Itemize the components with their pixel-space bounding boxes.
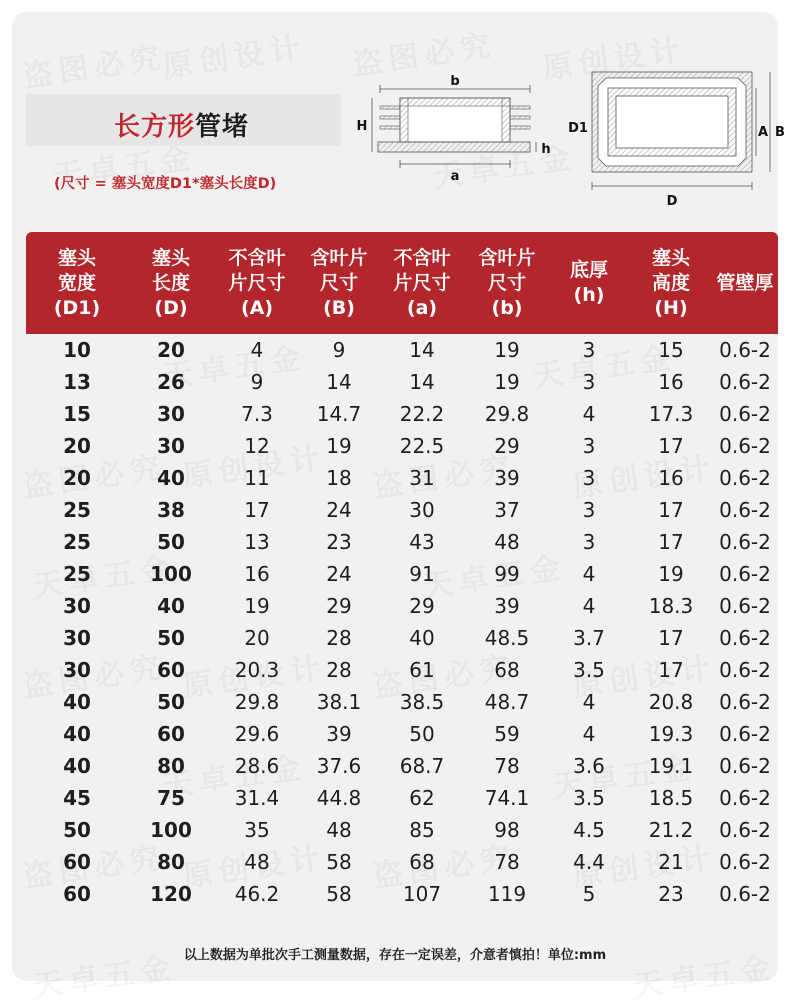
table-row xyxy=(26,590,778,622)
table-cell: 19 xyxy=(494,370,520,394)
table-row xyxy=(26,718,778,750)
table-cell: 3 xyxy=(582,370,596,394)
title-dark-part: 管堵 xyxy=(195,112,250,142)
table-cell: 3.7 xyxy=(573,626,605,650)
table-header xyxy=(26,232,778,334)
table-cell: 50 xyxy=(409,722,435,746)
table-cell: 119 xyxy=(487,882,527,906)
footnote: 以上数据为单批次手工测量数据，存在一定误差，介意者慎拍！单位:mm xyxy=(183,948,607,963)
table-cell: 40 xyxy=(63,722,91,746)
table-cell: 38.5 xyxy=(399,690,445,714)
table-cell: 4.4 xyxy=(573,850,605,874)
table-cell: 80 xyxy=(157,754,185,778)
table-cell: 18.5 xyxy=(648,786,694,810)
table-cell: 23 xyxy=(658,882,684,906)
table-row xyxy=(26,686,778,718)
table-cell: 25 xyxy=(63,530,91,554)
table-cell: 48 xyxy=(326,818,352,842)
table-cell: 0.6-2 xyxy=(719,626,771,650)
table-cell: 61 xyxy=(409,658,435,682)
table-cell: 20.8 xyxy=(648,690,694,714)
table-cell: 78 xyxy=(494,850,520,874)
table-row xyxy=(26,846,778,878)
table-cell: 50 xyxy=(157,690,185,714)
table-row xyxy=(26,334,778,366)
col-header: 塞头 长度 (D) xyxy=(151,246,190,319)
table-cell: 24 xyxy=(326,498,352,522)
title-red-part: 长方形 xyxy=(114,112,196,142)
table-cell: 3 xyxy=(582,338,596,362)
table-cell: 78 xyxy=(494,754,520,778)
table-cell: 100 xyxy=(150,562,192,586)
table-cell: 40 xyxy=(157,466,185,490)
col-header: 塞头 宽度 (D1) xyxy=(53,246,101,319)
table-cell: 17 xyxy=(658,658,684,682)
table-cell: 30 xyxy=(157,402,185,426)
table-cell: 38.1 xyxy=(316,690,362,714)
table-cell: 50 xyxy=(157,626,185,650)
table-cell: 3.6 xyxy=(573,754,605,778)
table-cell: 26 xyxy=(157,370,185,394)
table-cell: 68 xyxy=(409,850,435,874)
table-cell: 4 xyxy=(582,690,596,714)
col-header: 不含叶 片尺寸 (a) xyxy=(393,246,451,319)
table-cell: 25 xyxy=(63,498,91,522)
table-cell: 19 xyxy=(658,562,684,586)
table-cell: 0.6-2 xyxy=(719,786,771,810)
watermark-text xyxy=(160,22,309,86)
table-cell: 120 xyxy=(150,882,192,906)
side-view-diagram xyxy=(350,72,560,187)
table-row xyxy=(26,622,778,654)
table-row xyxy=(26,366,778,398)
table-cell: 3.5 xyxy=(573,786,605,810)
table-cell: 12 xyxy=(244,434,270,458)
table-cell: 17 xyxy=(658,626,684,650)
table-cell: 16 xyxy=(658,466,684,490)
table-row xyxy=(26,750,778,782)
table-cell: 20 xyxy=(157,338,185,362)
table-cell: 30 xyxy=(409,498,435,522)
table-cell: 80 xyxy=(157,850,185,874)
table-cell: 0.6-2 xyxy=(719,338,771,362)
table-cell: 37.6 xyxy=(316,754,362,778)
table-cell: 4 xyxy=(582,722,596,746)
table-cell: 40 xyxy=(157,594,185,618)
table-cell: 18.3 xyxy=(648,594,694,618)
table-cell: 30 xyxy=(63,658,91,682)
table-cell: 39 xyxy=(494,466,520,490)
table-cell: 3.5 xyxy=(573,658,605,682)
table-cell: 29 xyxy=(494,434,520,458)
table-cell: 10 xyxy=(63,338,91,362)
table-cell: 14 xyxy=(326,370,352,394)
table-cell: 58 xyxy=(326,882,352,906)
table-cell: 30 xyxy=(63,626,91,650)
table-cell: 58 xyxy=(326,850,352,874)
table-cell: 29 xyxy=(409,594,435,618)
dim-b-label: b xyxy=(450,74,460,89)
table-cell: 17 xyxy=(658,434,684,458)
table-cell: 30 xyxy=(63,594,91,618)
table-cell: 0.6-2 xyxy=(719,594,771,618)
table-cell: 4 xyxy=(250,338,264,362)
table-row xyxy=(26,462,778,494)
col-header: 含叶片 尺寸 (B) xyxy=(310,246,368,319)
table-cell: 25 xyxy=(63,562,91,586)
table-cell: 9 xyxy=(250,370,264,394)
table-cell: 100 xyxy=(150,818,192,842)
table-cell: 0.6-2 xyxy=(719,434,771,458)
table-cell: 68 xyxy=(494,658,520,682)
table-cell: 15 xyxy=(63,402,91,426)
col-header: 不含叶 片尺寸 (A) xyxy=(228,246,286,319)
dim-D1-label: D1 xyxy=(568,121,588,136)
table-cell: 28 xyxy=(326,626,352,650)
table-cell: 23 xyxy=(326,530,352,554)
size-formula: (尺寸 = 塞头宽度D1*塞头长度D) xyxy=(54,176,277,192)
table-cell: 50 xyxy=(63,818,91,842)
table-row xyxy=(26,430,778,462)
dim-h-label: h xyxy=(541,142,551,157)
table-cell: 14 xyxy=(409,338,435,362)
table-cell: 19.3 xyxy=(648,722,694,746)
table-cell: 4 xyxy=(582,402,596,426)
dim-D-label: D xyxy=(666,194,678,209)
table-cell: 20 xyxy=(63,466,91,490)
table-cell: 50 xyxy=(157,530,185,554)
table-cell: 0.6-2 xyxy=(719,690,771,714)
table-cell: 17 xyxy=(658,530,684,554)
page-title xyxy=(114,106,249,143)
product-card xyxy=(12,12,785,981)
table-cell: 17.3 xyxy=(648,402,694,426)
table-cell: 13 xyxy=(244,530,270,554)
table-cell: 0.6-2 xyxy=(719,530,771,554)
table-cell: 18 xyxy=(326,466,352,490)
table-row xyxy=(26,654,778,686)
col-header: 含叶片 尺寸 (b) xyxy=(478,246,536,319)
table-cell: 60 xyxy=(157,722,185,746)
col-header: 管壁厚 xyxy=(716,271,774,294)
table-cell: 74.1 xyxy=(484,786,530,810)
table-cell: 59 xyxy=(494,722,520,746)
table-cell: 0.6-2 xyxy=(719,722,771,746)
table-cell: 0.6-2 xyxy=(719,466,771,490)
dim-B-label: B xyxy=(775,125,785,140)
table-cell: 15 xyxy=(658,338,684,362)
table-cell: 0.6-2 xyxy=(719,402,771,426)
table-cell: 31 xyxy=(409,466,435,490)
table-cell: 60 xyxy=(63,882,91,906)
table-cell: 37 xyxy=(494,498,520,522)
table-cell: 40 xyxy=(63,690,91,714)
table-cell: 85 xyxy=(409,818,435,842)
table-cell: 68.7 xyxy=(399,754,445,778)
table-cell: 13 xyxy=(63,370,91,394)
table-cell: 91 xyxy=(409,562,435,586)
table-cell: 21 xyxy=(658,850,684,874)
table-cell: 38 xyxy=(157,498,185,522)
table-cell: 20.3 xyxy=(234,658,280,682)
table-cell: 9 xyxy=(332,338,346,362)
table-cell: 107 xyxy=(402,882,442,906)
table-cell: 44.8 xyxy=(316,786,362,810)
table-cell: 48 xyxy=(494,530,520,554)
table-row xyxy=(26,526,778,558)
table-cell: 48.7 xyxy=(484,690,530,714)
table-cell: 60 xyxy=(63,850,91,874)
table-cell: 48 xyxy=(244,850,270,874)
table-cell: 3 xyxy=(582,498,596,522)
table-cell: 19 xyxy=(494,338,520,362)
table-row xyxy=(26,814,778,846)
table-cell: 16 xyxy=(244,562,270,586)
table-cell: 43 xyxy=(409,530,435,554)
table-cell: 29.8 xyxy=(234,690,280,714)
table-cell: 3 xyxy=(582,466,596,490)
table-cell: 48.5 xyxy=(484,626,530,650)
table-cell: 30 xyxy=(157,434,185,458)
table-cell: 60 xyxy=(157,658,185,682)
table-cell: 0.6-2 xyxy=(719,370,771,394)
table-cell: 16 xyxy=(658,370,684,394)
table-cell: 20 xyxy=(63,434,91,458)
table-cell: 39 xyxy=(494,594,520,618)
table-cell: 29.6 xyxy=(234,722,280,746)
table-cell: 0.6-2 xyxy=(719,818,771,842)
table-row xyxy=(26,558,778,590)
table-row xyxy=(26,878,778,910)
table-cell: 19.1 xyxy=(648,754,694,778)
watermark-text xyxy=(20,32,169,96)
table-row xyxy=(26,782,778,814)
table-cell: 5 xyxy=(582,882,596,906)
dim-H-label: H xyxy=(356,119,368,134)
table-cell: 35 xyxy=(244,818,270,842)
table-cell: 29 xyxy=(326,594,352,618)
table-cell: 22.2 xyxy=(399,402,445,426)
table-cell: 28 xyxy=(326,658,352,682)
table-cell: 0.6-2 xyxy=(719,850,771,874)
table-cell: 20 xyxy=(244,626,270,650)
table-row xyxy=(26,494,778,526)
table-cell: 7.3 xyxy=(241,402,273,426)
table-cell: 3 xyxy=(582,434,596,458)
table-cell: 4 xyxy=(582,594,596,618)
col-header: 底厚 (h) xyxy=(569,259,608,306)
table-cell: 0.6-2 xyxy=(719,498,771,522)
table-cell: 24 xyxy=(326,562,352,586)
col-header: 塞头 高度 (H) xyxy=(651,246,690,319)
table-row xyxy=(26,398,778,430)
table-cell: 3 xyxy=(582,530,596,554)
table-body xyxy=(26,334,778,910)
table-cell: 14 xyxy=(409,370,435,394)
table-cell: 98 xyxy=(494,818,520,842)
table-cell: 0.6-2 xyxy=(719,562,771,586)
table-cell: 62 xyxy=(409,786,435,810)
table-cell: 99 xyxy=(494,562,520,586)
table-cell: 0.6-2 xyxy=(719,658,771,682)
table-cell: 46.2 xyxy=(234,882,280,906)
table-cell: 0.6-2 xyxy=(719,754,771,778)
table-cell: 4.5 xyxy=(573,818,605,842)
table-cell: 75 xyxy=(157,786,185,810)
table-cell: 14.7 xyxy=(316,402,362,426)
table-cell: 22.5 xyxy=(399,434,445,458)
table-cell: 0.6-2 xyxy=(719,882,771,906)
table-cell: 17 xyxy=(658,498,684,522)
table-cell: 4 xyxy=(582,562,596,586)
table-cell: 19 xyxy=(244,594,270,618)
table-cell: 21.2 xyxy=(648,818,694,842)
table-cell: 17 xyxy=(244,498,270,522)
table-cell: 40 xyxy=(409,626,435,650)
dim-a-label: a xyxy=(450,169,460,184)
front-view-diagram xyxy=(568,62,787,212)
table-cell: 40 xyxy=(63,754,91,778)
dim-A-label: A xyxy=(757,125,769,140)
table-cell: 28.6 xyxy=(234,754,280,778)
table-cell: 11 xyxy=(244,466,270,490)
table-cell: 45 xyxy=(63,786,91,810)
table-cell: 29.8 xyxy=(484,402,530,426)
table-cell: 31.4 xyxy=(234,786,280,810)
table-cell: 19 xyxy=(326,434,352,458)
table-cell: 39 xyxy=(326,722,352,746)
